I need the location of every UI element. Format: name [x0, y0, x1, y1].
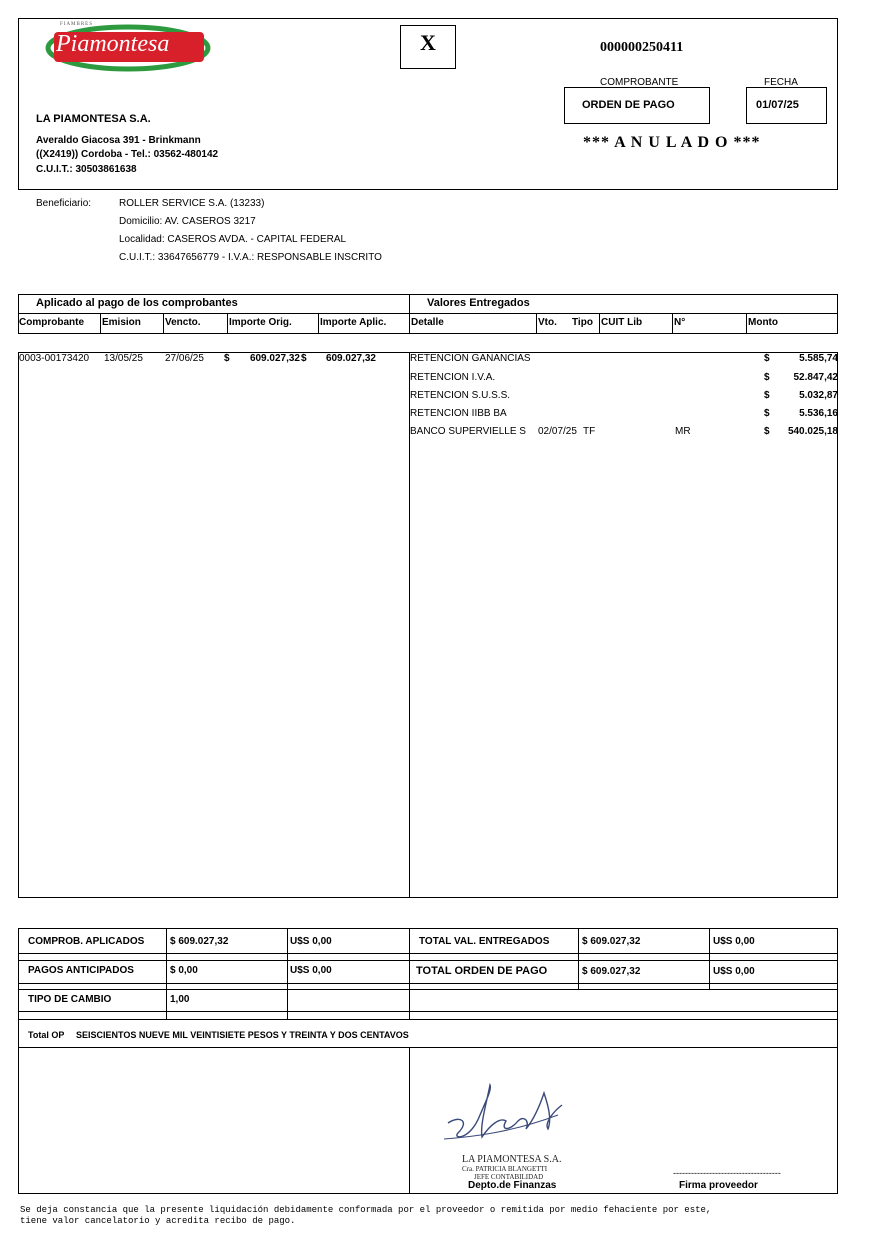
beneficiary-cuit: C.U.I.T.: 33647656779 - I.V.A.: RESPONSABLE INSCRITO	[119, 252, 382, 263]
value-currency: $	[764, 408, 770, 419]
col-sep	[100, 313, 101, 333]
col-header-importe-aplic: Importe Aplic.	[320, 317, 387, 328]
total-val-pesos: $ 609.027,32	[582, 936, 641, 947]
col-sep	[227, 313, 228, 333]
col-sep	[318, 313, 319, 333]
total-val-usd: U$S 0,00	[713, 936, 755, 947]
totals-row-line	[18, 989, 838, 990]
totals-col-line	[709, 928, 710, 989]
col-header-importe-orig: Importe Orig.	[229, 317, 292, 328]
col-sep	[409, 313, 410, 333]
signature-image	[440, 1075, 570, 1155]
section-header-divider	[18, 313, 838, 314]
total-op-label: TOTAL ORDEN DE PAGO	[416, 965, 548, 977]
value-detalle: RETENCION I.V.A.	[410, 372, 496, 383]
total-val-label: TOTAL VAL. ENTREGADOS	[419, 936, 550, 947]
value-monto: 5.585,74	[799, 353, 838, 364]
value-currency: $	[764, 353, 770, 364]
applied-importe-orig: 609.027,32	[249, 353, 300, 364]
company-cuit: C.U.I.T.: 30503861638	[36, 164, 137, 175]
col-header-tipo: Tipo	[572, 317, 593, 328]
total-words-label: Total OP	[28, 1030, 65, 1040]
value-detalle: RETENCION IIBB BA	[410, 408, 507, 419]
pagos-anticipados-usd: U$S 0,00	[290, 965, 332, 976]
pagos-anticipados-pesos: $ 0,00	[170, 965, 198, 976]
company-logo	[44, 22, 212, 72]
section-header-mid-line	[409, 294, 410, 314]
col-sep	[746, 313, 747, 333]
comprob-aplicados-pesos: $ 609.027,32	[170, 936, 229, 947]
applied-vencto: 27/06/25	[165, 353, 204, 364]
total-op-pesos: $ 609.027,32	[582, 966, 641, 977]
value-currency: $	[764, 372, 770, 383]
value-currency: $	[764, 426, 770, 437]
doc-number: 000000250411	[600, 40, 684, 55]
tipo-cambio-label: TIPO DE CAMBIO	[28, 994, 112, 1005]
value-numero: MR	[675, 426, 691, 437]
col-sep	[672, 313, 673, 333]
col-header-cuit-lib: CUIT Lib	[601, 317, 643, 328]
stamp-role: JEFE CONTABILIDAD	[474, 1173, 544, 1181]
col-header-comprobante: Comprobante	[19, 317, 84, 328]
totals-col-line	[409, 928, 410, 1019]
col-header-detalle: Detalle	[411, 317, 444, 328]
applied-currency-aplic: $	[301, 353, 307, 364]
value-monto: 540.025,18	[787, 426, 838, 437]
totals-col-line	[166, 928, 167, 1019]
values-section-title: Valores Entregados	[427, 297, 530, 309]
col-header-numero: N°	[674, 317, 686, 328]
value-monto: 52.847,42	[793, 372, 838, 383]
col-header-monto: Monto	[748, 317, 778, 328]
depto-finanzas: Depto.de Finanzas	[468, 1180, 557, 1191]
totals-row-line	[18, 1011, 838, 1012]
applied-comprobante: 0003-00173420	[19, 353, 90, 364]
value-detalle: RETENCION GANANCIAS	[410, 353, 531, 364]
fecha-value: 01/07/25	[756, 99, 799, 111]
totals-col-line	[578, 928, 579, 989]
value-currency: $	[764, 390, 770, 401]
beneficiary-domicilio: Domicilio: AV. CASEROS 3217	[119, 216, 256, 227]
signature-line: ------------------------------------	[673, 1168, 781, 1178]
company-name: LA PIAMONTESA S.A.	[36, 113, 151, 125]
totals-row-line	[18, 983, 838, 984]
stamp-company: LA PIAMONTESA S.A.	[462, 1154, 562, 1165]
col-sep	[536, 313, 537, 333]
value-monto: 5.032,87	[799, 390, 838, 401]
footer-line-1: Se deja constancia que la presente liquidación debidamente conformada por el proveedor o remitida por medio fehaciente por este,	[20, 1205, 712, 1215]
applied-importe-aplic: 609.027,32	[325, 353, 376, 364]
stamp-person: Cra. PATRICIA BLANGETTI	[462, 1165, 548, 1173]
company-address-1: Averaldo Giacosa 391 - Brinkmann	[36, 135, 201, 146]
col-header-vencto: Vencto.	[165, 317, 201, 328]
applied-currency-orig: $	[224, 353, 230, 364]
doc-type-letter: X	[420, 30, 436, 55]
total-op-usd: U$S 0,00	[713, 966, 755, 977]
applied-emision: 13/05/25	[104, 353, 143, 364]
totals-row-line	[18, 1047, 838, 1048]
col-sep	[163, 313, 164, 333]
totals-row-line	[18, 960, 838, 961]
value-detalle: BANCO SUPERVIELLE S	[410, 426, 526, 437]
beneficiary-name: ROLLER SERVICE S.A. (13233)	[119, 198, 265, 209]
firma-proveedor: Firma proveedor	[679, 1180, 758, 1191]
comprob-aplicados-usd: U$S 0,00	[290, 936, 332, 947]
value-tipo: TF	[583, 426, 596, 437]
logo-small-text: FIAMBRES	[60, 22, 94, 27]
col-sep	[599, 313, 600, 333]
total-words: SEISCIENTOS NUEVE MIL VEINTISIETE PESOS Y TREINTA Y DOS CENTAVOS	[76, 1030, 409, 1040]
signature-divider	[409, 1047, 410, 1194]
totals-row-line	[18, 953, 838, 954]
comprobante-value: ORDEN DE PAGO	[582, 99, 675, 111]
totals-col-line	[287, 928, 288, 1019]
value-detalle: RETENCION S.U.S.S.	[410, 390, 511, 401]
col-header-vto: Vto.	[538, 317, 557, 328]
fecha-label: FECHA	[764, 77, 798, 88]
logo-text: Piamontesa	[56, 31, 170, 57]
beneficiary-label: Beneficiario:	[36, 198, 92, 209]
value-vto: 02/07/25	[538, 426, 577, 437]
annulled-stamp: *** A N U L A D O ***	[583, 134, 761, 151]
applied-section-title: Aplicado al pago de los comprobantes	[36, 297, 238, 309]
comprob-aplicados-label: COMPROB. APLICADOS	[28, 936, 145, 947]
beneficiary-localidad: Localidad: CASEROS AVDA. - CAPITAL FEDERAL	[119, 234, 347, 245]
footer-line-2: tiene valor cancelatorio y acredita recibo de pago.	[20, 1216, 296, 1226]
pagos-anticipados-label: PAGOS ANTICIPADOS	[28, 965, 134, 976]
col-header-emision: Emision	[102, 317, 141, 328]
comprobante-label: COMPROBANTE	[600, 77, 679, 88]
value-monto: 5.536,16	[799, 408, 838, 419]
totals-row-line	[18, 1019, 838, 1020]
tipo-cambio-value: 1,00	[170, 994, 190, 1005]
company-address-2: ((X2419)) Cordoba - Tel.: 03562-480142	[36, 149, 219, 160]
